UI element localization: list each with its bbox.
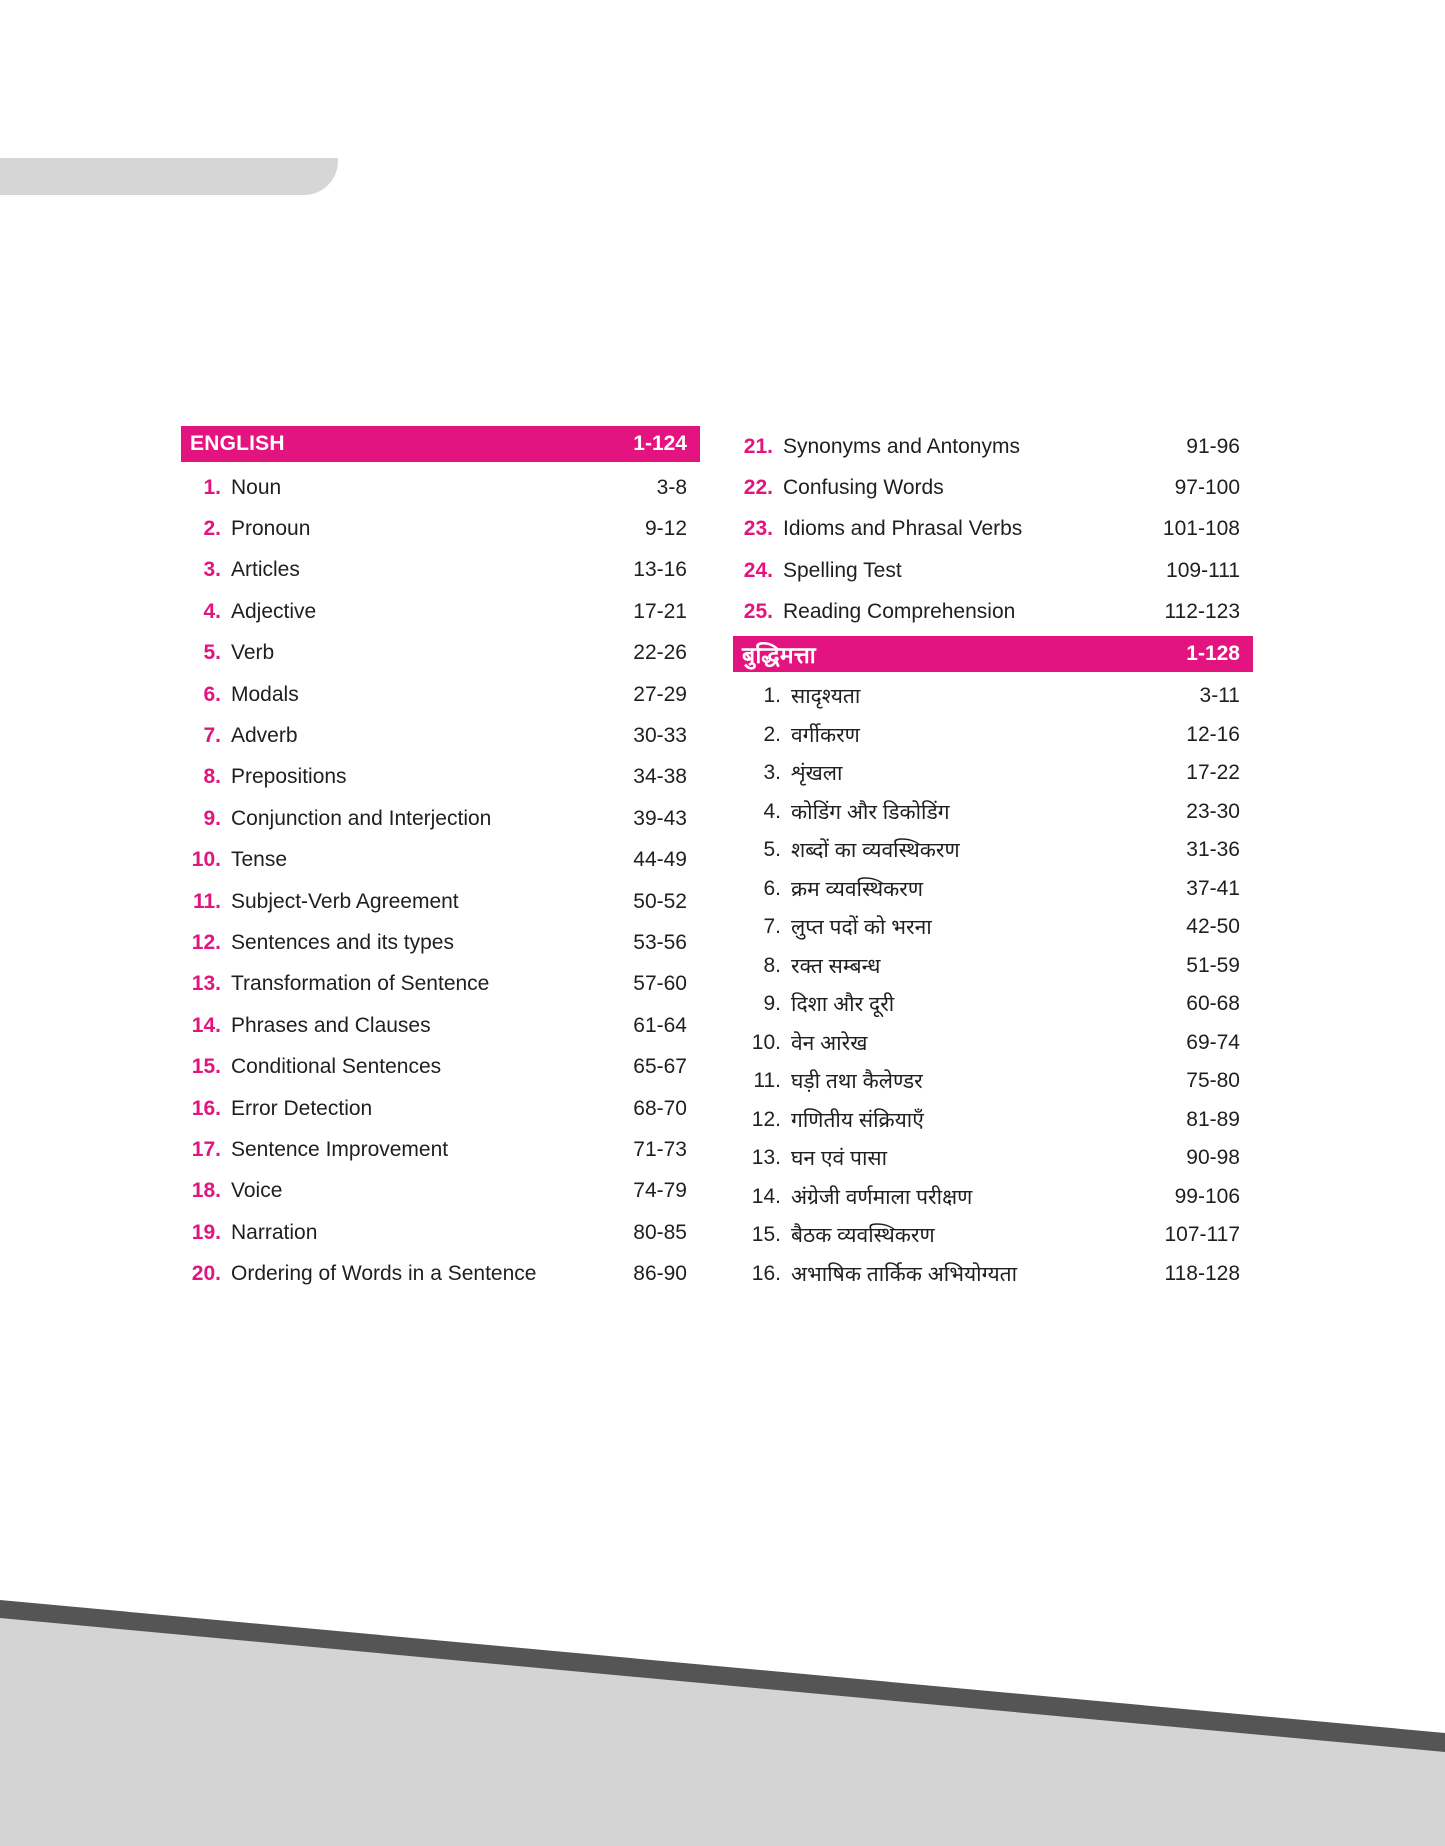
chapter-number: 16. (751, 1261, 781, 1285)
chapter-number: 10. (751, 1030, 781, 1054)
decorative-top-tab (0, 158, 338, 195)
toc-row (181, 798, 700, 839)
toc-row (733, 1139, 1253, 1178)
chapter-pages: 51-59 (1186, 953, 1240, 977)
toc-row (733, 1177, 1253, 1216)
chapter-number: 13. (751, 1146, 781, 1170)
chapter-pages: 99-106 (1174, 1184, 1240, 1208)
chapter-number: 15. (191, 1055, 221, 1079)
toc-row (733, 946, 1253, 985)
chapter-pages: 81-89 (1186, 1107, 1240, 1131)
toc-row (733, 1100, 1253, 1139)
chapter-pages: 22-26 (633, 641, 687, 665)
chapter-number: 14. (191, 1013, 221, 1037)
toc-row (181, 1212, 700, 1253)
toc-row (181, 467, 700, 508)
chapter-number: 16. (191, 1096, 221, 1120)
chapter-title: घन एवं पासा (791, 1147, 888, 1171)
toc-row (733, 754, 1253, 793)
chapter-number: 9. (203, 806, 221, 830)
chapter-pages: 17-21 (633, 599, 687, 623)
chapter-pages: 69-74 (1186, 1030, 1240, 1054)
chapter-title: Tense (231, 848, 288, 872)
toc-row (181, 633, 700, 674)
chapter-number: 4. (763, 799, 781, 823)
chapter-title: Synonyms and Antonyms (783, 434, 1020, 458)
toc-row (181, 964, 700, 1005)
chapter-number: 24. (743, 558, 773, 582)
reasoning-section-header (733, 636, 1253, 672)
toc-row (733, 1062, 1253, 1101)
chapter-title: अभाषिक तार्किक अभियोग्यता (791, 1262, 1018, 1286)
toc-row (733, 550, 1253, 591)
chapter-pages: 71-73 (633, 1137, 687, 1161)
toc-row (733, 908, 1253, 947)
chapter-number: 10. (191, 848, 221, 872)
chapter-title: कोडिंग और डिकोडिंग (791, 800, 950, 824)
chapter-pages: 74-79 (633, 1179, 687, 1203)
chapter-title: घड़ी तथा कैलेण्डर (791, 1070, 923, 1094)
chapter-pages: 90-98 (1186, 1146, 1240, 1170)
chapter-number: 1. (203, 475, 221, 499)
toc-row (733, 467, 1253, 508)
chapter-pages: 50-52 (633, 889, 687, 913)
english-section-title: ENGLISH (190, 432, 285, 455)
toc-row (733, 831, 1253, 870)
chapter-pages: 53-56 (633, 930, 687, 954)
chapter-pages: 107-117 (1164, 1223, 1240, 1247)
reasoning-section-range: 1-128 (1186, 641, 1240, 665)
english-chapter-list-continued (733, 426, 1253, 633)
chapter-title: Voice (231, 1179, 283, 1203)
chapter-title: Ordering of Words in a Sentence (231, 1262, 537, 1286)
chapter-number: 8. (203, 765, 221, 789)
toc-left-column (181, 426, 700, 1295)
chapter-title: दिशा और दूरी (791, 993, 895, 1017)
toc-row (733, 715, 1253, 754)
chapter-pages: 3-8 (656, 475, 687, 499)
chapter-title: अंग्रेजी वर्णमाला परीक्षण (791, 1185, 973, 1209)
chapter-number: 23. (743, 517, 773, 541)
chapter-number: 7. (203, 724, 221, 748)
chapter-title: Prepositions (231, 765, 347, 789)
chapter-title: Conjunction and Interjection (231, 806, 492, 830)
toc-row (181, 508, 700, 549)
chapter-title: Sentence Improvement (231, 1137, 449, 1161)
chapter-number: 6. (203, 682, 221, 706)
chapter-title: Adjective (231, 599, 317, 623)
chapter-pages: 34-38 (633, 765, 687, 789)
chapter-number: 4. (203, 599, 221, 623)
chapter-pages: 68-70 (633, 1096, 687, 1120)
chapter-number: 6. (763, 876, 781, 900)
chapter-title: Conditional Sentences (231, 1055, 442, 1079)
chapter-number: 8. (763, 953, 781, 977)
chapter-pages: 31-36 (1186, 838, 1240, 862)
chapter-pages: 37-41 (1186, 876, 1240, 900)
chapter-pages: 42-50 (1186, 915, 1240, 939)
toc-row (181, 674, 700, 715)
chapter-number: 20. (191, 1262, 221, 1286)
toc-row (733, 792, 1253, 831)
chapter-pages: 118-128 (1164, 1261, 1240, 1285)
toc-row (181, 922, 700, 963)
chapter-title: Reading Comprehension (783, 600, 1016, 624)
chapter-number: 19. (191, 1220, 221, 1244)
chapter-pages: 109-111 (1166, 558, 1240, 582)
chapter-title: Confusing Words (783, 476, 944, 500)
toc-row (181, 1046, 700, 1087)
chapter-pages: 75-80 (1186, 1069, 1240, 1093)
toc-row (733, 509, 1253, 550)
chapter-number: 13. (191, 972, 221, 996)
chapter-number: 12. (751, 1107, 781, 1131)
chapter-title: Adverb (231, 724, 298, 748)
chapter-title: वर्गीकरण (791, 723, 860, 747)
chapter-title: Error Detection (231, 1096, 373, 1120)
chapter-title: Narration (231, 1220, 318, 1244)
chapter-pages: 23-30 (1186, 799, 1240, 823)
chapter-pages: 61-64 (633, 1013, 687, 1037)
reasoning-chapter-list (733, 677, 1253, 1293)
english-section-header (181, 426, 700, 462)
toc-row (181, 757, 700, 798)
toc-row (181, 715, 700, 756)
toc-row (181, 1005, 700, 1046)
chapter-number: 11. (753, 1069, 781, 1093)
toc-row (181, 1171, 700, 1212)
chapter-title: Phrases and Clauses (231, 1013, 431, 1037)
chapter-pages: 112-123 (1164, 600, 1240, 624)
chapter-title: रक्त सम्बन्ध (791, 954, 881, 978)
chapter-number: 9. (763, 992, 781, 1016)
toc-row (733, 592, 1253, 633)
toc-row (181, 840, 700, 881)
decorative-bottom-band (0, 1600, 1445, 1846)
chapter-number: 21. (743, 434, 773, 458)
chapter-number: 12. (191, 930, 221, 954)
chapter-pages: 13-16 (633, 558, 687, 582)
chapter-pages: 97-100 (1174, 476, 1240, 500)
toc-row (733, 426, 1253, 467)
chapter-pages: 101-108 (1162, 517, 1240, 541)
chapter-title: शब्दों का व्यवस्थिकरण (791, 839, 960, 863)
toc-row (733, 985, 1253, 1024)
english-section-range: 1-124 (633, 432, 687, 455)
chapter-number: 15. (751, 1223, 781, 1247)
chapter-pages: 9-12 (644, 517, 687, 541)
chapter-number: 11. (192, 889, 221, 913)
chapter-pages: 30-33 (633, 724, 687, 748)
chapter-pages: 91-96 (1186, 434, 1240, 458)
chapter-title: Articles (231, 558, 300, 582)
chapter-number: 7. (763, 915, 781, 939)
chapter-number: 1. (763, 684, 781, 708)
toc-row (733, 1216, 1253, 1255)
chapter-title: Transformation of Sentence (231, 972, 490, 996)
chapter-number: 3. (203, 558, 221, 582)
chapter-title: सादृश्यता (791, 685, 861, 709)
chapter-number: 14. (751, 1184, 781, 1208)
chapter-title: बैठक व्यवस्थिकरण (791, 1224, 935, 1248)
toc-row (733, 1254, 1253, 1293)
toc-row (733, 677, 1253, 716)
chapter-title: Sentences and its types (231, 930, 454, 954)
chapter-number: 2. (203, 517, 221, 541)
chapter-pages: 17-22 (1186, 761, 1240, 785)
chapter-pages: 86-90 (633, 1262, 687, 1286)
chapter-title: गणितीय संक्रियाएँ (791, 1108, 924, 1132)
chapter-number: 22. (743, 476, 773, 500)
chapter-pages: 57-60 (633, 972, 687, 996)
chapter-number: 25. (743, 600, 773, 624)
chapter-title: Noun (231, 475, 282, 499)
chapter-title: Idioms and Phrasal Verbs (783, 517, 1023, 541)
toc-row (181, 550, 700, 591)
chapter-title: क्रम व्यवस्थिकरण (791, 877, 924, 901)
toc-right-column (733, 426, 1253, 1293)
chapter-pages: 65-67 (633, 1055, 687, 1079)
english-chapter-list (181, 467, 700, 1295)
toc-row (181, 591, 700, 632)
chapter-number: 2. (763, 722, 781, 746)
chapter-title: Pronoun (231, 517, 311, 541)
toc-row (181, 1088, 700, 1129)
chapter-title: वेन आरेख (791, 1031, 868, 1055)
toc-row (181, 881, 700, 922)
chapter-title: Modals (231, 682, 299, 706)
chapter-title: लुप्त पदों को भरना (791, 916, 932, 940)
chapter-number: 17. (191, 1137, 221, 1161)
chapter-title: Subject-Verb Agreement (231, 889, 459, 913)
chapter-number: 18. (191, 1179, 221, 1203)
chapter-pages: 3-11 (1199, 684, 1240, 708)
toc-row (733, 869, 1253, 908)
chapter-pages: 12-16 (1186, 722, 1240, 746)
chapter-pages: 44-49 (633, 848, 687, 872)
chapter-pages: 60-68 (1186, 992, 1240, 1016)
chapter-pages: 27-29 (633, 682, 687, 706)
chapter-pages: 39-43 (633, 806, 687, 830)
chapter-title: Spelling Test (783, 558, 902, 582)
reasoning-section-title: बुद्धिमत्ता (742, 641, 816, 668)
chapter-pages: 80-85 (633, 1220, 687, 1244)
chapter-title: Verb (231, 641, 275, 665)
chapter-number: 5. (763, 838, 781, 862)
chapter-number: 3. (763, 761, 781, 785)
toc-row (181, 1129, 700, 1170)
chapter-title: शृंखला (791, 762, 843, 786)
toc-row (733, 1023, 1253, 1062)
chapter-number: 5. (203, 641, 221, 665)
toc-row (181, 1253, 700, 1294)
